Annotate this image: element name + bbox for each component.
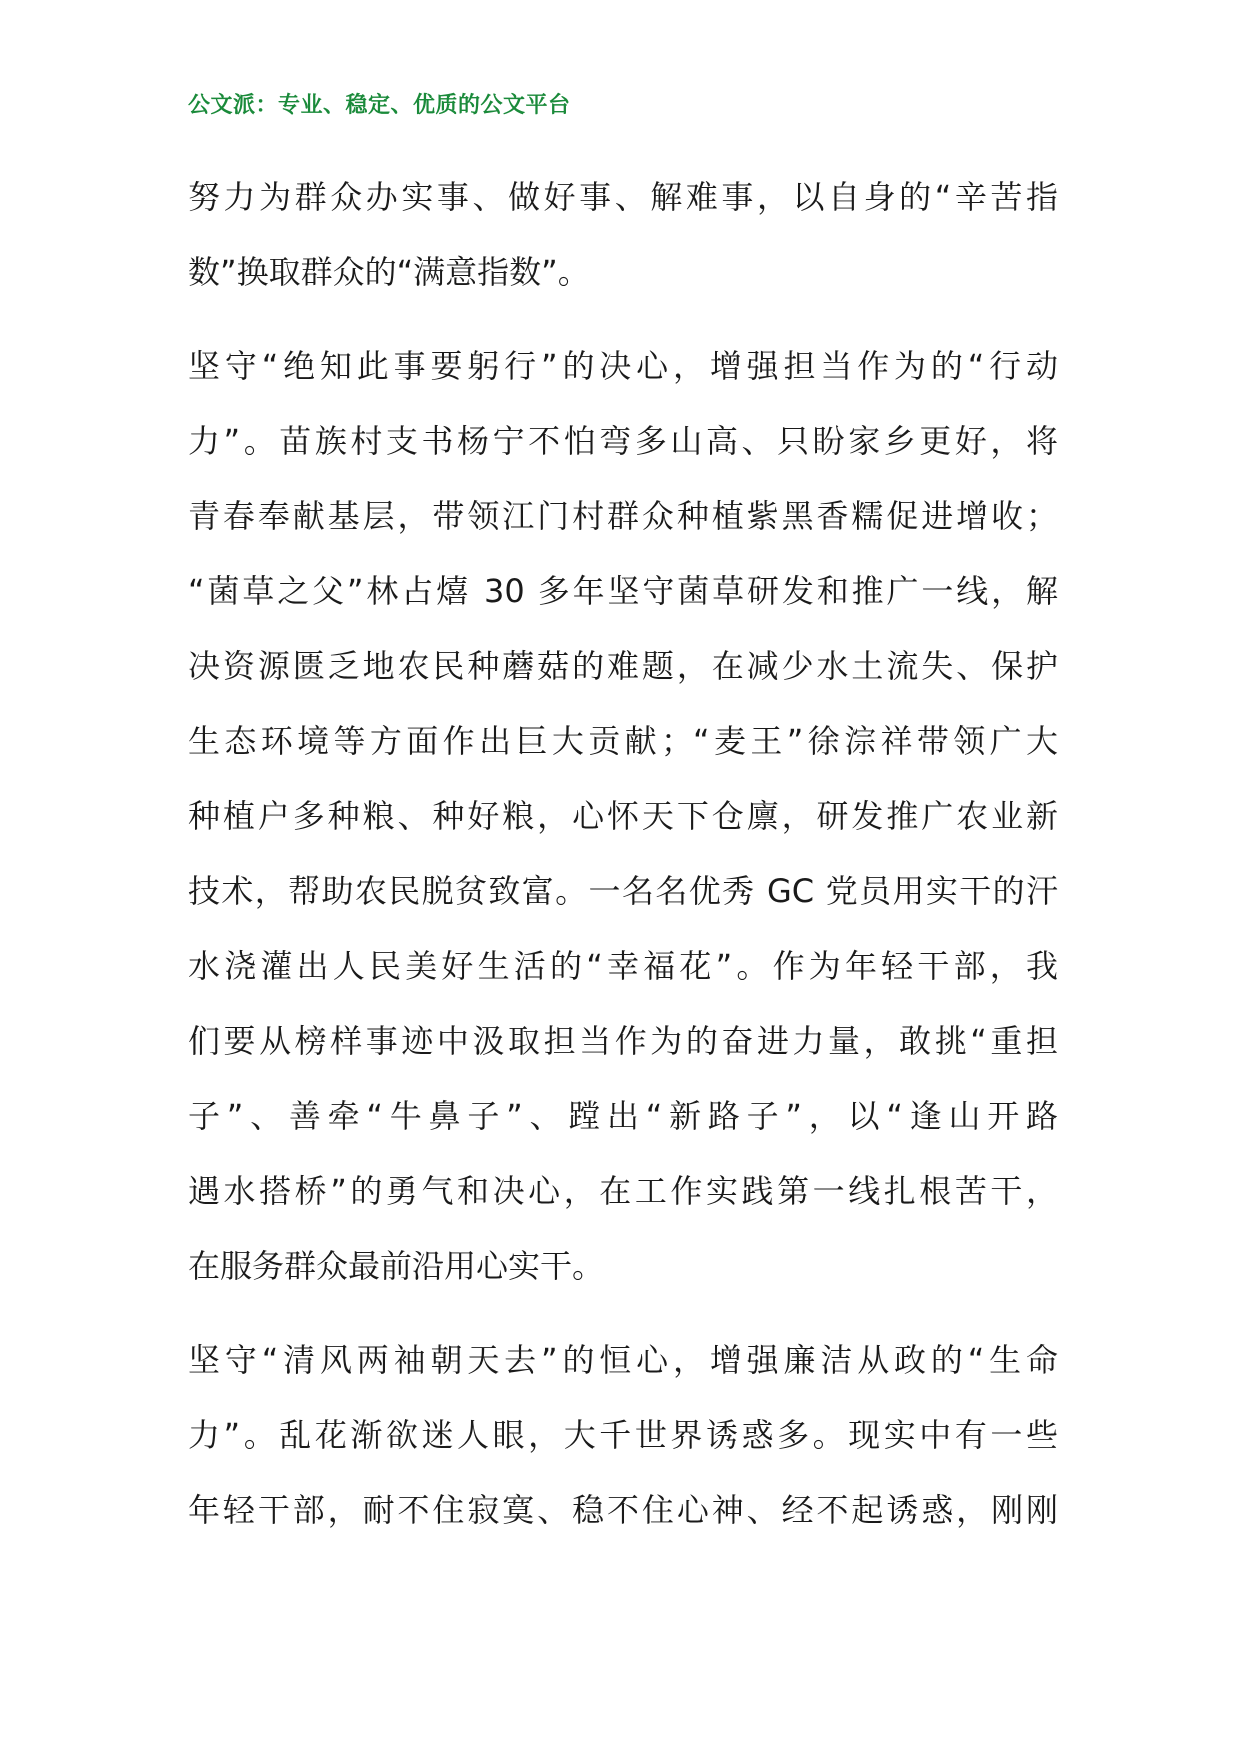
text-line: 在服务群众最前沿用心实干。 xyxy=(188,1247,605,1285)
text-line: 力”。苗族村支书杨宁不怕弯多山高、只盼家乡更好，将 xyxy=(188,422,1058,460)
text-line: 年轻干部，耐不住寂寞、稳不住心神、经不起诱惑，刚刚 xyxy=(188,1491,1058,1529)
text-line: 水浇灌出人民美好生活的“幸福花”。作为年轻干部，我 xyxy=(188,947,1058,985)
text-line: 努力为群众办实事、做好事、解难事，以自身的“辛苦指 xyxy=(188,178,1058,216)
text-line: 坚守“绝知此事要躬行”的决心，增强担当作为的“行动 xyxy=(188,347,1058,385)
paragraph xyxy=(188,1323,1058,1548)
document-header: 公文派：专业、稳定、优质的公文平台 xyxy=(188,93,571,118)
text-line: 种植户多种粮、种好粮，心怀天下仓廪，研发推广农业新 xyxy=(188,797,1058,835)
text-line: 青春奉献基层，带领江门村群众种植紫黑香糯促进增收； xyxy=(188,497,1058,535)
text-line: 子”、善牵“牛鼻子”、蹚出“新路子”，以“逢山开路 xyxy=(188,1097,1058,1135)
text-line: 力”。乱花渐欲迷人眼，大千世界诱惑多。现实中有一些 xyxy=(188,1416,1058,1454)
text-line: “菌草之父”林占熺 30 多年坚守菌草研发和推广一线，解 xyxy=(188,572,1058,610)
text-line: 坚守“清风两袖朝天去”的恒心，增强廉洁从政的“生命 xyxy=(188,1341,1058,1379)
text-line: 遇水搭桥”的勇气和决心，在工作实践第一线扎根苦干， xyxy=(188,1172,1058,1210)
paragraph xyxy=(188,329,1058,1304)
text-line: 生态环境等方面作出巨大贡献；“麦王”徐淙祥带领广大 xyxy=(188,722,1058,760)
text-line: 数”换取群众的“满意指数”。 xyxy=(188,253,590,291)
text-line: 技术，帮助农民脱贫致富。一名名优秀 GC 党员用实干的汗 xyxy=(188,872,1058,910)
text-line: 们要从榜样事迹中汲取担当作为的奋进力量，敢挑“重担 xyxy=(188,1022,1058,1060)
text-line: 决资源匮乏地农民种蘑菇的难题，在减少水土流失、保护 xyxy=(188,647,1058,685)
document-body xyxy=(188,160,1058,1567)
paragraph xyxy=(188,160,1058,310)
